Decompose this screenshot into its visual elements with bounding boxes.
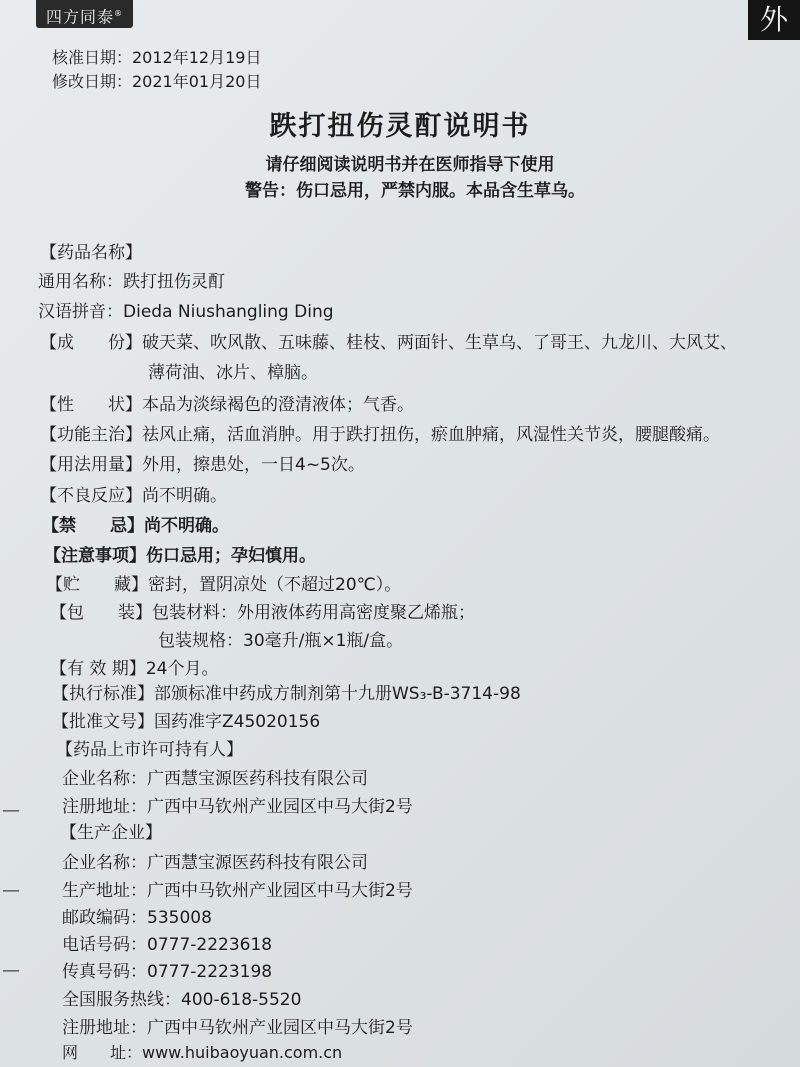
character-row bbox=[40, 390, 414, 415]
character-label: 【性 状】 bbox=[40, 395, 142, 415]
standard-text: 部颁标准中药成方制剂第十九册WS₃-B-3714-98 bbox=[154, 684, 521, 704]
package-spec: 包装规格：30毫升/瓶×1瓶/盒。 bbox=[158, 631, 404, 651]
postcode: 邮政编码：535008 bbox=[62, 908, 212, 928]
notes-label: 【注意事项】 bbox=[44, 546, 146, 566]
usage-label: 【用法用量】 bbox=[40, 455, 142, 475]
edge-dash-mark: — bbox=[2, 960, 20, 981]
ingredients-row bbox=[40, 328, 737, 353]
standard-row bbox=[52, 679, 521, 704]
package-row bbox=[50, 598, 475, 623]
pinyin-name: 汉语拼音：Dieda Niushangling Ding bbox=[38, 302, 334, 322]
phone-number: 电话号码：0777-2223618 bbox=[62, 935, 273, 955]
website-link[interactable]: 网 址：www.huibaoyuan.com.cn bbox=[62, 1043, 343, 1062]
function-text: 祛风止痛，活血消肿。用于跌打扭伤，瘀血肿痛，风湿性关节炎，腰腿酸痛。 bbox=[142, 425, 720, 445]
standard-label: 【执行标准】 bbox=[52, 684, 154, 704]
validity-text: 24个月。 bbox=[145, 659, 219, 679]
approval-label: 【批准文号】 bbox=[52, 712, 154, 732]
date-block bbox=[52, 46, 261, 94]
instruction-note: 请仔细阅读说明书并在医师指导下使用 bbox=[265, 155, 555, 175]
contraindication-row bbox=[42, 511, 229, 536]
storage-label: 【贮 藏】 bbox=[46, 575, 148, 595]
contraindication-text: 尚不明确。 bbox=[144, 516, 229, 536]
notes-text: 伤口忌用；孕妇慎用。 bbox=[146, 546, 316, 566]
package-label: 【包 装】 bbox=[50, 603, 152, 623]
ingredients-text-2: 薄荷油、冰片、樟脑。 bbox=[148, 363, 318, 383]
function-label: 【功能主治】 bbox=[40, 425, 142, 445]
approval-row bbox=[52, 707, 320, 732]
fax-number: 传真号码：0777-2223198 bbox=[62, 962, 273, 982]
maker-heading: 【生产企业】 bbox=[60, 823, 162, 843]
brand-name: 四方同泰 bbox=[46, 7, 115, 27]
holder-address: 注册地址：广西中马钦州产业园区中马大街2号 bbox=[62, 797, 413, 817]
approval-text: 国药准字Z45020156 bbox=[154, 712, 321, 732]
holder-name: 企业名称：广西慧宝源医药科技有限公司 bbox=[62, 769, 368, 789]
approved-date: 核准日期：2012年12月19日 bbox=[52, 48, 262, 67]
warning-text: 警告：伤口忌用，严禁内服。本品含生草乌。 bbox=[245, 181, 585, 201]
brand-logo bbox=[36, 0, 133, 28]
function-row bbox=[40, 420, 720, 445]
notes-row bbox=[44, 541, 316, 566]
drug-name-heading: 【药品名称】 bbox=[40, 243, 142, 263]
holder-heading: 【药品上市许可持有人】 bbox=[56, 740, 243, 760]
ingredients-label: 【成 份】 bbox=[40, 333, 142, 353]
service-hotline: 全国服务热线：400-618-5520 bbox=[62, 990, 302, 1010]
validity-row bbox=[50, 654, 218, 679]
character-text: 本品为淡绿褐色的澄清液体；气香。 bbox=[142, 395, 414, 415]
storage-text: 密封，置阴凉处（不超过20℃）。 bbox=[148, 575, 402, 595]
registered-mark: ® bbox=[114, 9, 124, 18]
document-title: 跌打扭伤灵酊说明书 bbox=[269, 111, 531, 142]
edge-dash-mark: — bbox=[2, 800, 20, 821]
adverse-label: 【不良反应】 bbox=[40, 486, 142, 506]
revised-date: 修改日期：2021年01月20日 bbox=[52, 72, 262, 91]
usage-row bbox=[40, 450, 365, 475]
adverse-text: 尚不明确。 bbox=[142, 486, 227, 506]
ingredients-text-1: 破天菜、吹风散、五味藤、桂枝、两面针、生草乌、了哥王、九龙川、大风艾、 bbox=[142, 333, 737, 353]
external-use-mark: 外 bbox=[748, 0, 800, 40]
registered-address: 注册地址：广西中马钦州产业园区中马大街2号 bbox=[62, 1018, 413, 1038]
maker-name: 企业名称：广西慧宝源医药科技有限公司 bbox=[62, 853, 368, 873]
storage-row bbox=[46, 570, 401, 595]
package-material: 包装材料：外用液体药用高密度聚乙烯瓶； bbox=[152, 603, 475, 623]
generic-name: 通用名称：跌打扭伤灵酊 bbox=[38, 272, 225, 292]
usage-text: 外用，擦患处，一日4~5次。 bbox=[142, 455, 365, 475]
maker-site: 生产地址：广西中马钦州产业园区中马大街2号 bbox=[62, 881, 413, 901]
contraindication-label: 【禁 忌】 bbox=[42, 516, 144, 536]
edge-dash-mark: — bbox=[2, 880, 20, 901]
adverse-row bbox=[40, 481, 227, 506]
validity-label: 【有 效 期】 bbox=[50, 659, 146, 679]
